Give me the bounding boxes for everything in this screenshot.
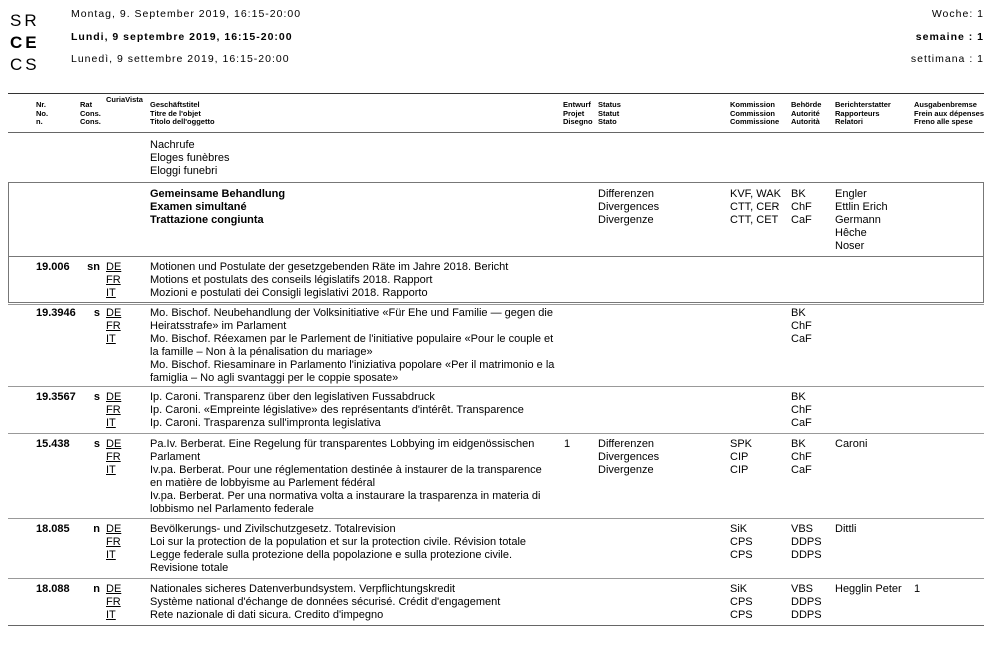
item-entwurf: 1 (564, 438, 571, 450)
item-rat: s (93, 391, 100, 403)
link-de[interactable]: DE (106, 391, 122, 403)
table-bottom-rule (8, 625, 984, 626)
item-authority: VBS DDPS DDPS (791, 523, 822, 561)
item-rapporteur: Caroni (835, 438, 868, 450)
item-lang-links[interactable] (106, 261, 121, 300)
row-separator (8, 518, 984, 519)
link-fr[interactable]: FR (106, 274, 121, 286)
item-authority: VBS DDPS DDPS (791, 583, 822, 621)
row-separator (8, 386, 984, 387)
item-title: Pa.Iv. Berberat. Eine Regelung für transparentes Lobbying im eidgenössischen Parlament Iv.pa. Berberat. Pour une réglementation destinée à instaurer de la transparence en matière de lobbyisme au Parlement fédéral Iv.pa. Berberat. Per una normativa volta a instaurare la trasparenza in materia di lobbismo nel Parlamento federale (150, 438, 542, 515)
row-separator (8, 578, 984, 579)
header-week-de: Woche: 1 (931, 8, 984, 20)
item-title: Nationales sicheres Datenverbundsystem. Verpflichtungskredit Système national d'échange de données sécurisé. Crédit d'engagement Rete nazionale di dati sicura. Credito d'impegno (150, 583, 501, 621)
link-de[interactable]: DE (106, 261, 122, 273)
col-nr: Nr. No. n. (36, 100, 49, 126)
item-nr: 18.085 (36, 523, 70, 535)
link-it[interactable]: IT (106, 549, 116, 561)
group-authority: BK ChF CaF (791, 188, 812, 226)
item-authority: BK ChF CaF (791, 438, 812, 476)
item-nr: 19.3946 (36, 307, 76, 319)
header-rule (8, 93, 984, 94)
column-header-rule (8, 132, 984, 133)
link-de[interactable]: DE (106, 438, 122, 450)
item-nr: 19.3567 (36, 391, 76, 403)
item-rapporteur: Hegglin Peter (835, 583, 902, 595)
item-authority: BK ChF CaF (791, 391, 812, 429)
link-fr[interactable]: FR (106, 536, 121, 548)
col-entwurf: Entwurf Projet Disegno (563, 100, 593, 126)
item-lang-links[interactable] (106, 583, 121, 622)
link-de[interactable]: DE (106, 583, 122, 595)
item-ausgabenbremse: 1 (914, 583, 921, 595)
logo (10, 10, 50, 76)
item-title: Motionen und Postulate der gesetzgebenden Räte im Jahre 2018. Bericht Motions et postulats des conseils législatifs 2018. Rapport Mozioni e postulati dei Consigli legislativi 2018. Rapporto (150, 261, 509, 299)
link-de[interactable]: DE (106, 307, 122, 319)
link-de[interactable]: DE (106, 523, 122, 535)
link-fr[interactable]: FR (106, 404, 121, 416)
link-it[interactable]: IT (106, 417, 116, 429)
link-fr[interactable]: FR (106, 320, 121, 332)
item-lang-links[interactable] (106, 391, 121, 430)
col-berichterstatter: Berichterstatter Rapporteurs Relatori (835, 100, 891, 126)
item-title: Bevölkerungs- und Zivilschutzgesetz. Totalrevision Loi sur la protection de la population et sur la protection civile. Révision totale Legge federale sulla protezione della popolazione e sulla protezione civile. Revisione totale (150, 523, 527, 574)
group-rapporteurs: Engler Ettlin Erich Germann Hêche Noser (835, 188, 888, 252)
header-date-de: Montag, 9. September 2019, 16:15-20:00 (71, 8, 302, 20)
item-rat: sn (87, 261, 100, 273)
item-nr: 15.438 (36, 438, 70, 450)
header-week-it: settimana : 1 (910, 53, 984, 65)
header-date-it: Lunedì, 9 settembre 2019, 16:15-20:00 (71, 53, 290, 65)
item-title: Mo. Bischof. Neubehandlung der Volksinitiative «Für Ehe und Familie — gegen die Heiratsstrafe» im Parlament Mo. Bischof. Réexamen par le Parlement de l'initiative populaire «Pour le couple et la famille – Non à la pénalisation du mariage» Mo. Bischof. Riesaminare in Parlamento l'iniziativa popolare «Per il matrimonio e la famiglia – No agli svantaggi per le coppie sposate» (150, 307, 555, 384)
item-lang-links[interactable] (106, 307, 121, 346)
item-rat: s (93, 438, 100, 450)
item-status: Differenzen Divergences Divergenze (598, 438, 660, 476)
link-it[interactable]: IT (106, 287, 116, 299)
col-ausgabenbremse: Ausgabenbremse Frein aux dépenses Freno alle spese (914, 100, 985, 126)
item-lang-links[interactable] (106, 438, 121, 477)
group-inner-separator (8, 256, 984, 257)
row-separator (8, 304, 984, 305)
item-commission: SiK CPS CPS (730, 583, 753, 621)
col-kommission: Kommission Commission Commissione (730, 100, 780, 126)
row-separator (8, 433, 984, 434)
logo-sr: SR (10, 11, 40, 30)
item-rat: s (93, 307, 100, 319)
item-lang-links[interactable] (106, 523, 121, 562)
item-nr: 18.088 (36, 583, 70, 595)
col-curiavista: CuriaVista (106, 95, 143, 104)
col-behoerde: Behörde Autorité Autorità (791, 100, 822, 126)
item-title: Ip. Caroni. Transparenz über den legislativen Fussabdruck Ip. Caroni. «Empreinte législative» des représentants d'intérêt. Transparence Ip. Caroni. Trasparenza sull'impronta legislativa (150, 391, 524, 429)
link-fr[interactable]: FR (106, 451, 121, 463)
item-commission: SPK CIP CIP (730, 438, 753, 476)
col-rat: Rat Cons. Cons. (80, 100, 101, 126)
item-commission: SiK CPS CPS (730, 523, 753, 561)
link-it[interactable]: IT (106, 464, 116, 476)
item-rapporteur: Dittli (835, 523, 857, 535)
nachrufe: Nachrufe Eloges funèbres Eloggi funebri (150, 139, 230, 177)
logo-cs: CS (10, 55, 40, 74)
item-authority: BK ChF CaF (791, 307, 812, 345)
group-commission: KVF, WAK CTT, CER CTT, CET (730, 188, 781, 226)
group-status: Differenzen Divergences Divergenze (598, 188, 660, 226)
logo-ce: CE (10, 33, 40, 52)
group-title: Gemeinsame Behandlung Examen simultané Trattazione congiunta (150, 188, 286, 226)
link-fr[interactable]: FR (106, 596, 121, 608)
link-it[interactable]: IT (106, 609, 116, 621)
header-date-fr: Lundi, 9 septembre 2019, 16:15-20:00 (71, 31, 293, 43)
col-titel: Geschäftstitel Titre de l'objet Titolo dell'oggetto (150, 100, 215, 126)
item-nr: 19.006 (36, 261, 70, 273)
item-rat: n (93, 583, 100, 595)
header-week-fr: semaine : 1 (915, 31, 984, 43)
col-status: Status Statut Stato (598, 100, 621, 126)
item-rat: n (93, 523, 100, 535)
link-it[interactable]: IT (106, 333, 116, 345)
